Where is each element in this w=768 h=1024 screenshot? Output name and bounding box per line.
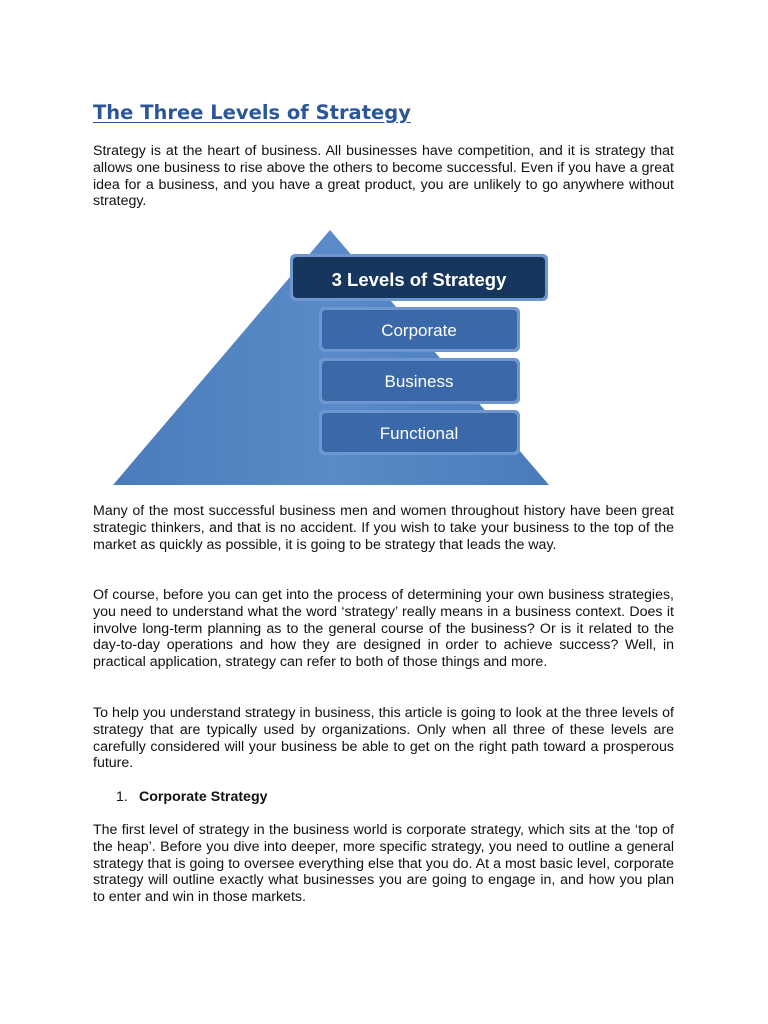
- level-label-corporate: Corporate: [381, 321, 457, 340]
- document-title: The Three Levels of Strategy: [93, 101, 411, 124]
- level-box-corporate: [319, 307, 520, 352]
- paragraph-strategy-meaning: Of course, before you can get into the process of determining your own business strategies, you need to understand what the word ‘strategy’ really means in a business context. Does it involve long-term planning as to the general course of the business? Or is it related to the day-to-day operations and how they are designed in order to achieve success? Well, in practical application, strategy can refer to both of those things and more.: [93, 587, 674, 671]
- list-item-number: 1.: [116, 789, 128, 805]
- level-box-functional: [319, 410, 520, 455]
- heading-box: [290, 254, 548, 301]
- paragraph-three-levels: To help you understand strategy in business, this article is going to look at the three levels of strategy that are typically used by organizations. Only when all three of these levels are carefully considered will your business be able to get on the right path toward a prosperous future.: [93, 705, 674, 772]
- list-item-label: Corporate Strategy: [139, 789, 268, 805]
- level-box-business: [319, 358, 520, 404]
- heading-box-label: 3 Levels of Strategy: [331, 269, 507, 290]
- level-label-functional: Functional: [379, 424, 459, 443]
- paragraph-strategic-thinkers: Many of the most successful business men and women throughout history have been great strategic thinkers, and that is no accident. If you wish to take your business to the top of the market as quickly as possible, it is going to be strategy that leads the way.: [93, 503, 674, 553]
- paragraph-intro: Strategy is at the heart of business. All businesses have competition, and it is strategy that allows one business to rise above the others to become successful. Even if you have a great idea for a business, and you have a great product, you are unlikely to go anywhere without strategy.: [93, 143, 674, 210]
- level-label-business: Business: [384, 372, 454, 391]
- strategy-pyramid-diagram: [110, 230, 552, 488]
- strategy-pyramid-figure: [110, 230, 552, 488]
- paragraph-corporate-strategy: The first level of strategy in the business world is corporate strategy, which sits at the ‘top of the heap’. Before you dive into deeper, more specific strategy, you need to outline a general strategy that is going to oversee everything else that you do. At a most basic level, corporate strategy will outline exactly what businesses you are going to engage in, and how you plan to enter and win in those markets.: [93, 822, 674, 906]
- list-item-corporate-strategy: [116, 789, 268, 806]
